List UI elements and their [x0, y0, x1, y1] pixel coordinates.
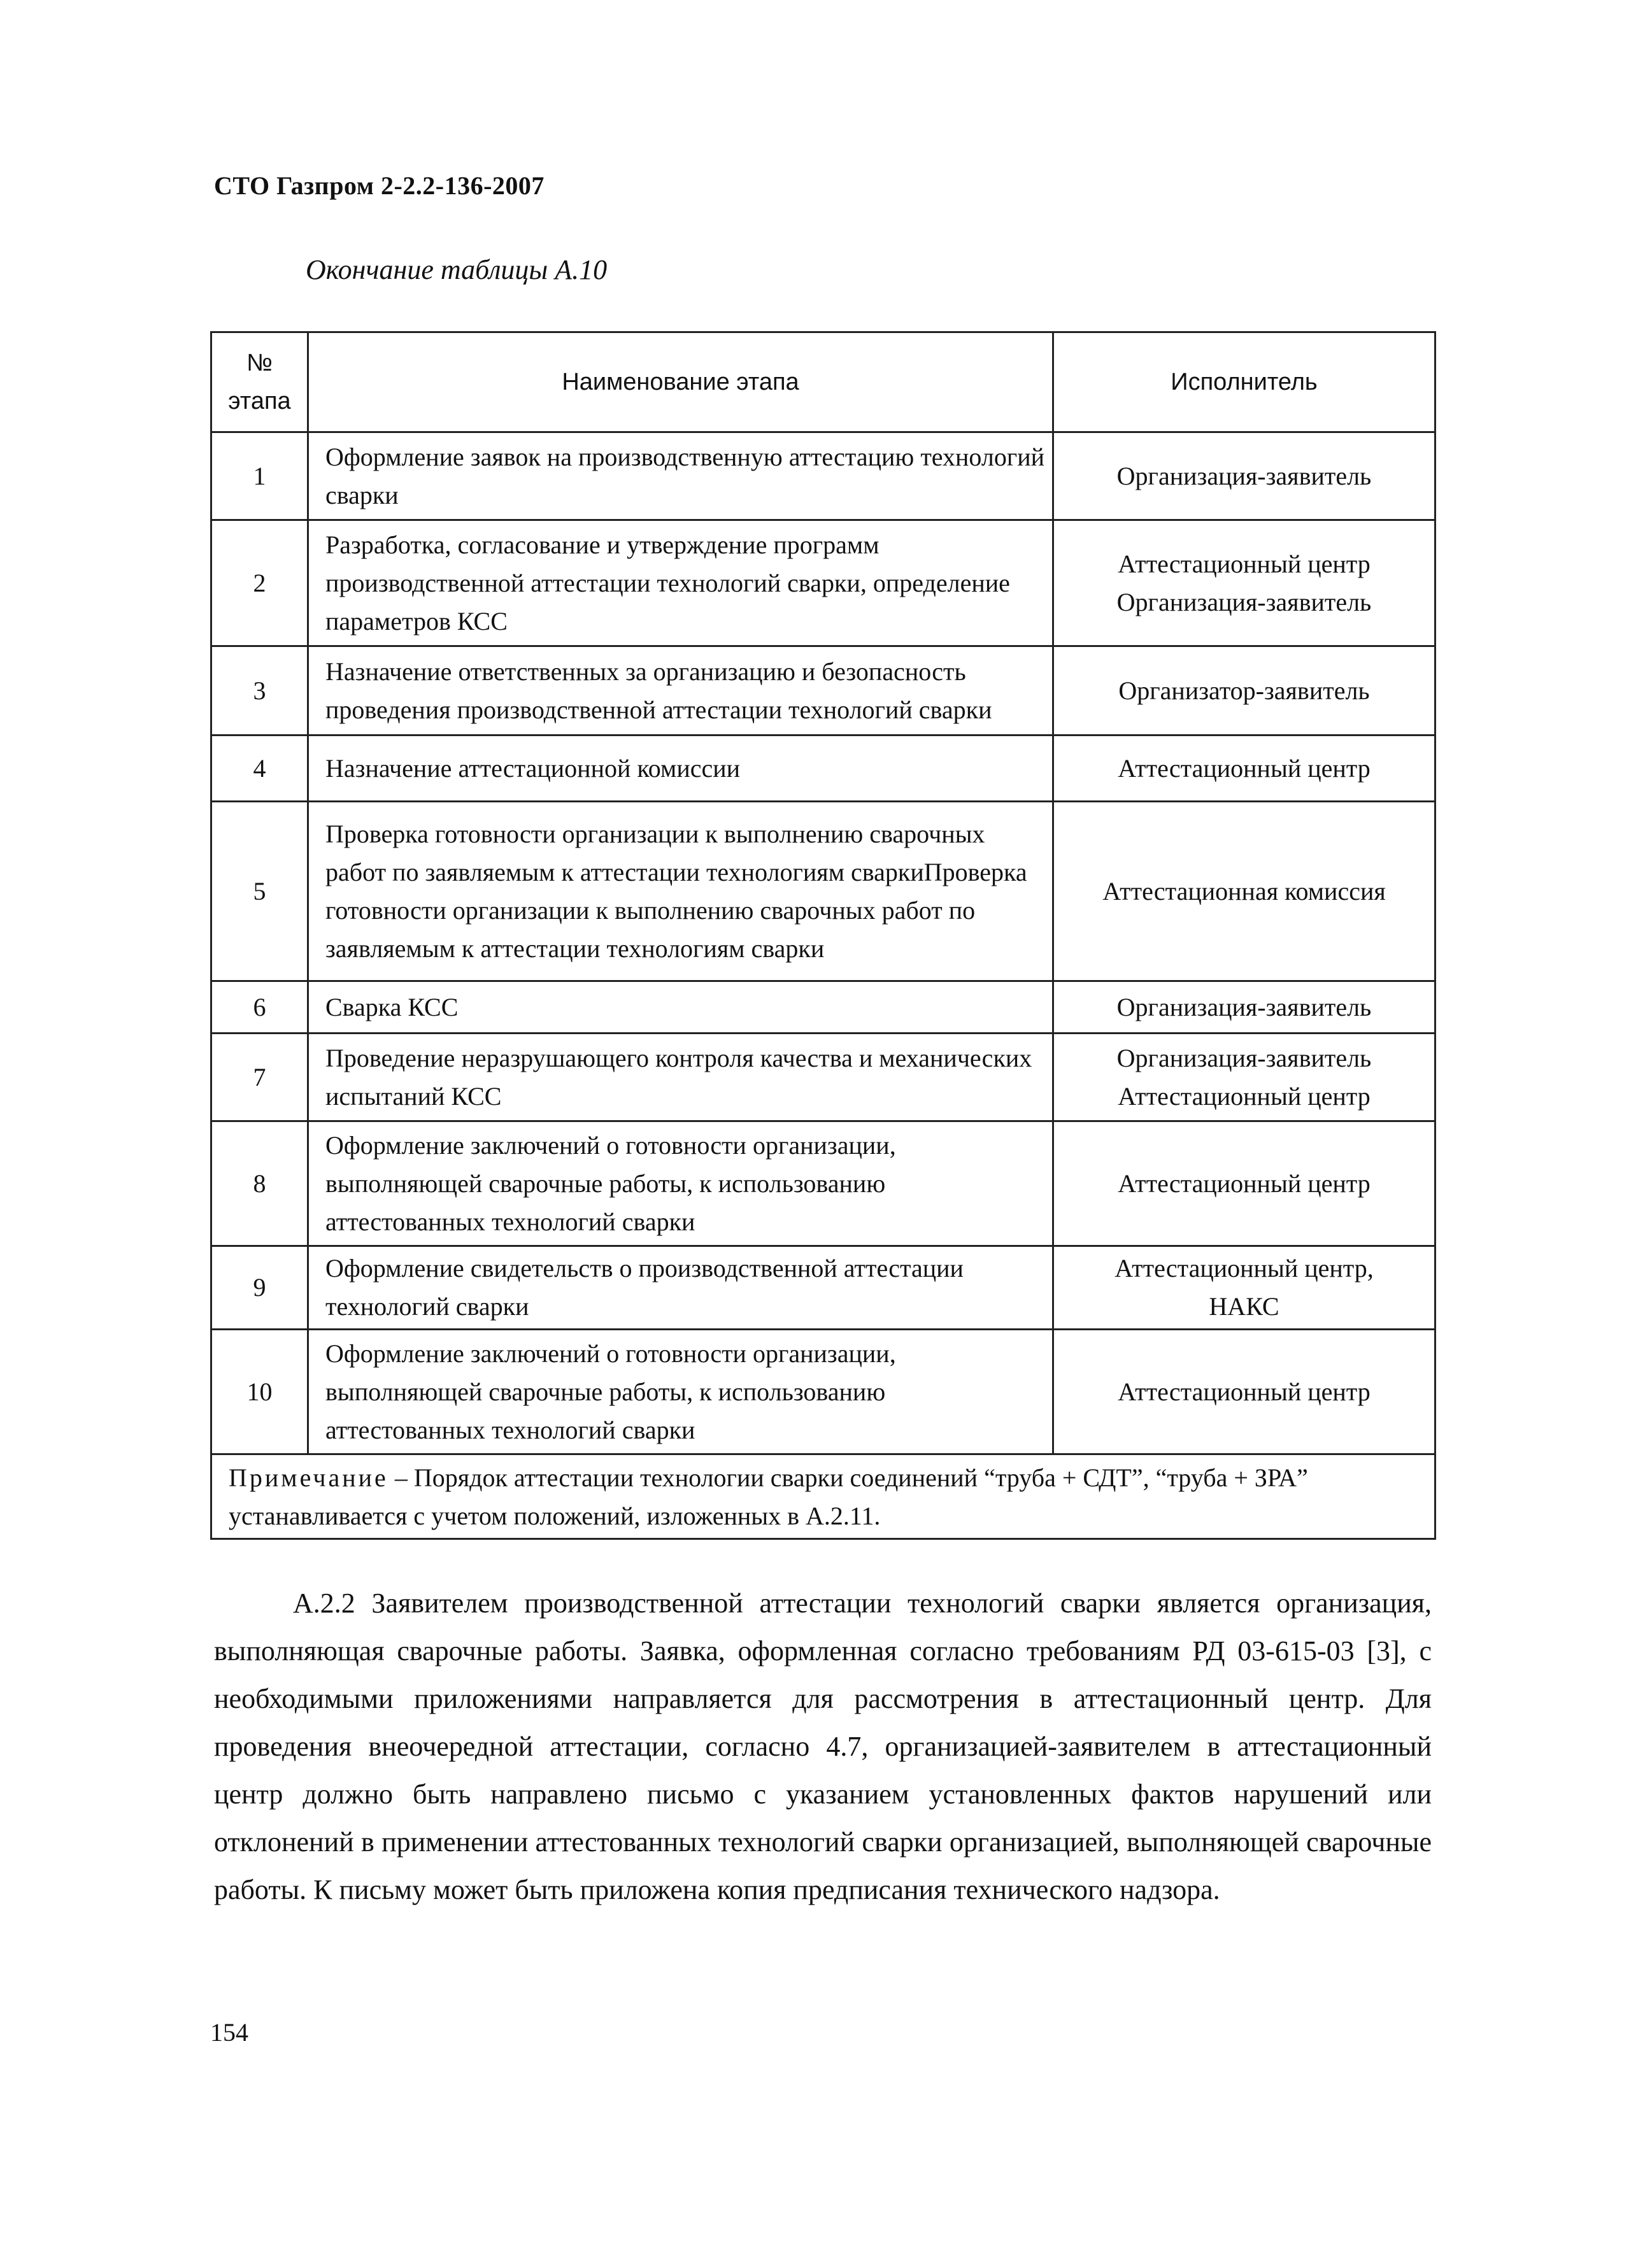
header-executor: Исполнитель: [1053, 332, 1435, 432]
page-number: 154: [210, 2018, 248, 2047]
executor-line: Аттестационный центр,: [1114, 1254, 1374, 1283]
table-row: [211, 802, 1435, 981]
stage-number: 6: [211, 981, 308, 1034]
table-caption: Окончание таблицы А.10: [306, 254, 608, 285]
executor-line: Аттестационный центр: [1118, 549, 1371, 578]
body-paragraph: А.2.2 Заявителем производственной аттестации технологий сварки является организация, выполняющая сварочные работы. Заявка, оформленная согласно требованиям РД 03-615-03 [3], с необходимыми приложениями направляется для рассмотрения в аттестационный центр. Для проведения внеочередной аттестации, согласно 4.7, организацией-заявителем в аттестационный центр должно быть направлено письмо с указанием установленных фактов нарушений или отклонений в применении аттестованных технологий сварки организацией, выполняющей сварочные работы. К письму может быть приложена копия предписания технического надзора.: [214, 1588, 1432, 1905]
executor-line: Организация-заявитель: [1116, 461, 1372, 490]
stage-name: Оформление свидетельств о производственной аттестации технологий сварки: [308, 1246, 1053, 1330]
table-row: [211, 736, 1435, 802]
stage-executor: [1053, 1246, 1435, 1330]
table-row: [211, 1246, 1435, 1330]
note-label: Примечание: [229, 1463, 388, 1492]
executor-line: Организация-заявитель: [1116, 1043, 1372, 1072]
table-row: [211, 1034, 1435, 1121]
stage-executor: [1053, 802, 1435, 981]
header-number-sign: №: [246, 350, 273, 376]
stage-name: Сварка КСС: [308, 981, 1053, 1034]
stage-number: 4: [211, 736, 308, 802]
stage-executor: [1053, 1034, 1435, 1121]
table-row: [211, 646, 1435, 736]
stage-number: 10: [211, 1330, 308, 1454]
stage-executor: [1053, 520, 1435, 646]
stage-number: 1: [211, 432, 308, 520]
executor-line: НАКС: [1209, 1292, 1279, 1321]
stage-executor: [1053, 646, 1435, 736]
table-note: [211, 1454, 1435, 1539]
table-row: [211, 981, 1435, 1034]
stage-name: Назначение аттестационной комиссии: [308, 736, 1053, 802]
stage-executor: [1053, 432, 1435, 520]
executor-line: Аттестационный центр: [1118, 1081, 1371, 1111]
table-row: [211, 1121, 1435, 1246]
executor-line: Аттестационный центр: [1118, 1169, 1371, 1198]
stage-number: 3: [211, 646, 308, 736]
stage-number: 8: [211, 1121, 308, 1246]
header-stage-name: Наименование этапа: [308, 332, 1053, 432]
table-header-row: [211, 332, 1435, 432]
stage-executor: [1053, 981, 1435, 1034]
executor-line: Аттестационный центр: [1118, 1377, 1371, 1406]
executor-line: Организация-заявитель: [1116, 992, 1372, 1021]
table-row: [211, 520, 1435, 646]
stage-number: 2: [211, 520, 308, 646]
stage-name: Проверка готовности организации к выполнению сварочных работ по заявляемым к аттестации технологиям сваркиПроверка готовности организации к выполнению сварочных работ по заявляемым к аттестации технологиям сварки: [308, 802, 1053, 981]
stage-executor: [1053, 736, 1435, 802]
table-row: [211, 1330, 1435, 1454]
note-text: – Порядок аттестации технологии сварки соединений “труба + СДТ”, “труба + ЗРА” устанавливается с учетом положений, изложенных в А.2.11.: [229, 1463, 1308, 1530]
document-code: СТО Газпром 2-2.2-136-2007: [214, 171, 545, 200]
stage-name: Оформление заявок на производственную аттестацию технологий сварки: [308, 432, 1053, 520]
table-note-row: [211, 1454, 1435, 1539]
table-row: [211, 432, 1435, 520]
executor-line: Аттестационная комиссия: [1102, 876, 1386, 906]
executor-line: Аттестационный центр: [1118, 753, 1371, 783]
stage-name: Разработка, согласование и утверждение программ производственной аттестации технологий сварки, определение параметров КСС: [308, 520, 1053, 646]
executor-line: Организатор-заявитель: [1118, 676, 1370, 705]
stage-executor: [1053, 1330, 1435, 1454]
stage-number: 7: [211, 1034, 308, 1121]
stage-name: Оформление заключений о готовности организации, выполняющей сварочные работы, к использованию аттестованных технологий сварки: [308, 1330, 1053, 1454]
stage-name: Назначение ответственных за организацию и безопасность проведения производственной аттестации технологий сварки: [308, 646, 1053, 736]
stage-name: Оформление заключений о готовности организации, выполняющей сварочные работы, к использованию аттестованных технологий сварки: [308, 1121, 1053, 1246]
stage-executor: [1053, 1121, 1435, 1246]
stage-number: 5: [211, 802, 308, 981]
stage-name: Проведение неразрушающего контроля качества и механических испытаний КСС: [308, 1034, 1053, 1121]
header-stage-number: [211, 332, 308, 432]
executor-line: Организация-заявитель: [1116, 587, 1372, 616]
stages-table: [210, 331, 1436, 1540]
stage-number: 9: [211, 1246, 308, 1330]
header-stage-word: этапа: [228, 388, 291, 415]
